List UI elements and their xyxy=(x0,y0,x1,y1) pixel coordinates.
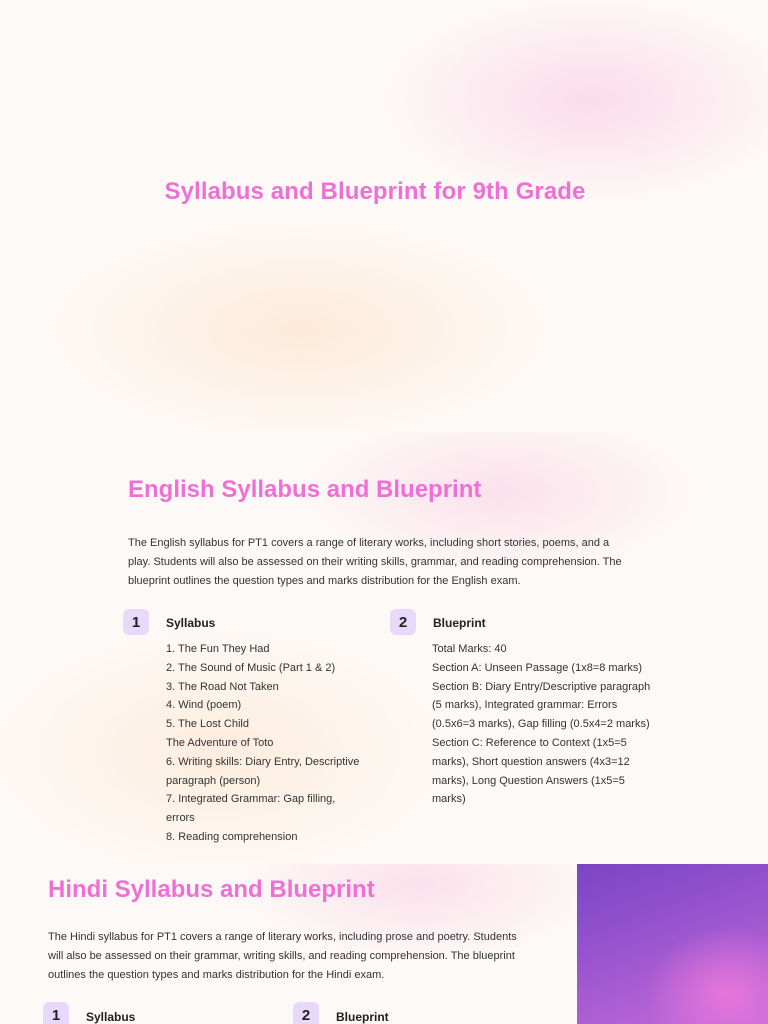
list-item: Section A: Unseen Passage (1x8=8 marks) xyxy=(432,661,643,674)
hindi-slide xyxy=(0,864,768,1024)
english-syllabus-list xyxy=(166,640,366,847)
list-item: Total Marks: 40 xyxy=(432,643,507,655)
english-slide xyxy=(0,432,768,864)
hindi-section-title: Hindi Syllabus and Blueprint xyxy=(48,876,375,903)
hindi-syllabus-number-badge: 1 xyxy=(43,1002,69,1024)
list-item: 1. The Fun They Had xyxy=(166,643,270,655)
list-item: 4. Wind (poem) xyxy=(166,699,242,712)
list-item: Section C: Reference to Context (1x5=5 marks), Short question answers (4x3=12 marks), Long Question Answers (1x5=5 marks) xyxy=(432,736,630,806)
english-intro-text: The English syllabus for PT1 covers a range of literary works, including short stories, poems, and a play. Students will also be assessed on their writing skills, grammar, and reading comprehension. The blueprint outlines the question types and marks distribution for the English exam. xyxy=(128,537,622,587)
list-item: 7. Integrated Grammar: Gap filling, errors xyxy=(166,793,336,825)
list-item: 6. Writing skills: Diary Entry, Descriptive paragraph (person) xyxy=(166,755,360,787)
hindi-blueprint-heading: Blueprint xyxy=(336,1010,389,1024)
list-item: 3. The Road Not Taken xyxy=(166,680,279,693)
title-slide xyxy=(0,0,768,432)
hindi-intro-text: The Hindi syllabus for PT1 covers a range of literary works, including prose and poetry. Students will also be assessed on their grammar, writing skills, and reading comprehension. The blueprint outlines the question types and marks distribution for the Hindi exam. xyxy=(48,931,517,981)
list-item: 2. The Sound of Music (Part 1 & 2) xyxy=(166,661,336,674)
list-item: 5. The Lost Child xyxy=(166,718,249,731)
english-blueprint-list xyxy=(432,640,658,809)
list-item: Section B: Diary Entry/Descriptive paragraph (5 marks), Integrated grammar: Errors (0.5x6=3 marks), Gap filling (0.5x4=2 marks) xyxy=(432,680,651,731)
list-item: 8. Reading comprehension xyxy=(166,830,298,843)
decorative-gradient-image xyxy=(577,864,768,1024)
hindi-blueprint-number-badge: 2 xyxy=(293,1002,319,1024)
hindi-syllabus-heading: Syllabus xyxy=(86,1010,136,1024)
english-blueprint-heading: Blueprint xyxy=(433,616,486,630)
english-syllabus-number-badge: 1 xyxy=(123,609,149,635)
english-syllabus-heading: Syllabus xyxy=(166,616,216,630)
english-blueprint-number-badge: 2 xyxy=(390,609,416,635)
list-item: The Adventure of Toto xyxy=(166,736,274,749)
english-section-title: English Syllabus and Blueprint xyxy=(128,476,482,503)
page-title: Syllabus and Blueprint for 9th Grade xyxy=(164,178,586,205)
